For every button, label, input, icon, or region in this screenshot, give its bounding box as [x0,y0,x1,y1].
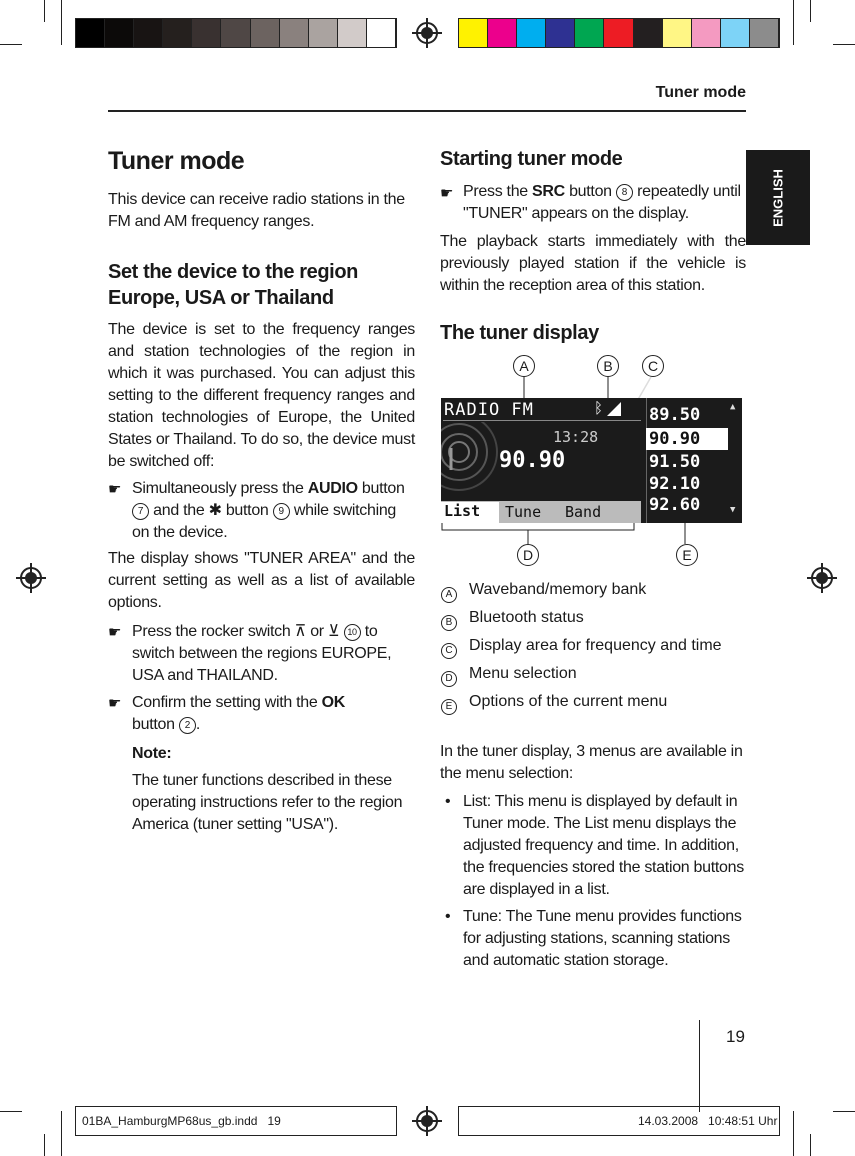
calibration-swatch [575,19,604,47]
rocker-up-icon: ⊼ [294,623,307,640]
band-label: RADIO FM [444,400,534,420]
calibration-swatch [105,19,134,47]
region-body: The device is set to the frequency ranges and station technologies of the region in which it was purchased. You can adjust this setting to the different frequency ranges and station technologies of Europe, the United States or Thailand. To do so, the device must be switched off: [108,321,415,470]
crop-mark [793,1111,794,1156]
crop-mark [810,0,811,22]
registration-mark-icon [20,567,42,589]
language-tab-label: ENGLISH [770,169,786,227]
scroll-up-icon: ▲ [730,402,736,412]
button-number: 10 [344,624,361,641]
bullet-dot: • [445,793,451,810]
step-rocker: Press the rocker switch ⊼ or ⊻ 10 to switch between the regions EUROPE, USA and THAILAND. [132,623,392,684]
preset-frequency: 89.50 [649,405,701,425]
playback-text: The playback starts immediately with the previously played station if the vehicle is within the reception area of this station. [440,233,746,294]
pointing-hand-icon: ☛ [108,695,122,712]
legend-item: A Waveband/memory bank [441,584,469,603]
crop-mark [61,1111,62,1156]
calibration-swatch [192,19,221,47]
preset-frequency: 91.50 [649,452,701,472]
preset-frequency: 92.60 [649,495,701,515]
color-calibration-bar [458,18,780,48]
bullet-tune-menu: Tune: The Tune menu provides functions for adjusting stations, scanning stations and automatic station storage. [463,908,742,969]
tab-list: List [441,502,499,523]
legend-item: E Options of the current menu [441,696,469,715]
preset-frequency-selected: 90.90 [649,429,701,449]
calibration-swatch [309,19,338,47]
step-ok: Confirm the setting with the OK button 2 . [132,694,346,733]
registration-mark-icon [811,567,833,589]
crop-mark [793,0,794,45]
running-header: Tuner mode [655,84,746,101]
page-title: Tuner mode [108,147,245,175]
tab-tune: Tune [505,503,542,521]
bullet-list-menu: List: This menu is displayed by default in Tuner mode. The List menu displays the adjusted frequency and time. In addition, the frequencies stored the station buttons are displayed in a list. [463,793,744,898]
crop-mark [833,1111,855,1112]
pointing-hand-icon: ☛ [108,624,122,641]
region-heading-line1: Set the device to the region [108,261,358,283]
calibration-swatch [546,19,575,47]
callout-a: A [513,355,535,377]
intro-text: This device can receive radio stations in the FM and AM frequency ranges. [108,191,405,230]
calibration-swatch [750,19,779,47]
current-frequency: 90.90 [499,448,566,473]
calibration-swatch [488,19,517,47]
rocker-down-icon: ⊻ [327,623,340,640]
step-audio: Simultaneously press the AUDIO button 7 and the ✱ button 9 while switching on the device. [132,480,405,541]
tuner-display [441,398,742,523]
calibration-swatch [367,19,396,47]
button-number: 8 [616,184,633,201]
pointing-hand-icon: ☛ [108,481,122,498]
legend-item: C Display area for frequency and time [441,640,469,659]
calibration-swatch [163,19,192,47]
calibration-swatch [221,19,250,47]
preset-frequency: 92.10 [649,474,701,494]
legend-item: D Menu selection [441,668,469,687]
region-heading-line2: Europe, USA or Thailand [108,287,334,309]
calibration-swatch [280,19,309,47]
clock: 13:28 [553,428,599,446]
crop-mark [0,44,22,45]
calibration-swatch [134,19,163,47]
callout-d: D [517,544,539,566]
slug-filename: 01BA_HamburgMP68us_gb.indd 19 [82,1114,281,1128]
crop-mark [0,1111,22,1112]
crop-mark [44,0,45,22]
starting-heading: Starting tuner mode [440,148,623,170]
page-number: 19 [726,1027,745,1046]
calibration-swatch [663,19,692,47]
bullet-dot: • [445,908,451,925]
calibration-swatch [634,19,663,47]
language-tab [746,150,810,245]
pointing-hand-icon: ☛ [440,185,454,202]
calibration-swatch [459,19,488,47]
step-src: Press the SRC button 8 repeatedly until "TUNER" appears on the display. [463,183,741,222]
calibration-swatch [76,19,105,47]
calibration-swatch [692,19,721,47]
registration-mark-icon [416,22,438,44]
bluetooth-icon: ᛒ [594,399,604,417]
crop-mark [44,1134,45,1156]
calibration-swatch [517,19,546,47]
crop-mark [833,44,855,45]
calibration-swatch [251,19,280,47]
callout-b: B [597,355,619,377]
button-number: 2 [179,717,196,734]
scroll-down-icon: ▼ [730,505,736,515]
note-text: The tuner functions described in these operating instructions refer to the region America (tuner setting "USA"). [132,772,403,833]
header-rule [108,110,746,112]
star-icon: ✱ [208,502,222,519]
display-text: The display shows "TUNER AREA" and the current setting as well as a list of available options. [108,550,415,611]
calibration-swatch [338,19,367,47]
calibration-swatch [604,19,633,47]
registration-mark-icon [416,1110,438,1132]
button-number: 7 [132,503,149,520]
display-heading: The tuner display [440,322,599,344]
crop-mark [61,0,62,45]
slug-date: 14.03.2008 10:48:51 Uhr [638,1114,778,1128]
signal-icon [607,402,621,416]
tab-band: Band [565,503,602,521]
legend-item: B Bluetooth status [441,612,469,631]
page-number-rule [699,1020,700,1112]
gray-calibration-bar [75,18,397,48]
note-label: Note: [132,745,172,762]
crop-mark [810,1134,811,1156]
button-number: 9 [273,503,290,520]
callout-e: E [676,544,698,566]
callout-c: C [642,355,664,377]
menus-intro: In the tuner display, 3 menus are available in the menu selection: [440,743,743,782]
calibration-swatch [721,19,750,47]
